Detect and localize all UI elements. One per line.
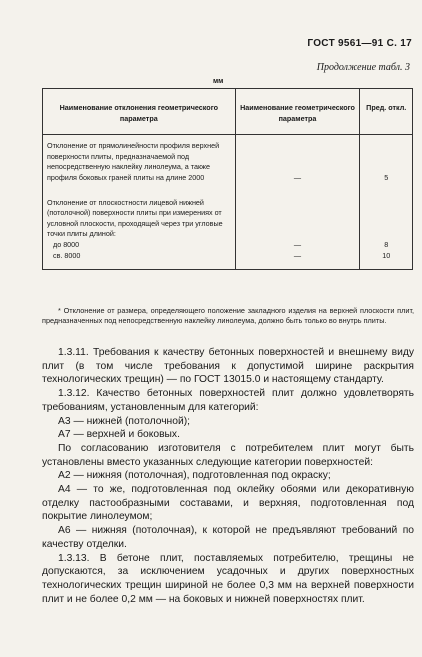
units-label: мм [213, 78, 224, 85]
row2-parameter [235, 192, 360, 270]
row2-sub1: до 8000 [53, 239, 80, 249]
category-a6: А6 — нижняя (потолочная), к которой не предъявляют требований по качеству отделки. [42, 525, 414, 550]
row1-parameter: — [235, 135, 360, 192]
table-continuation-label: Продолжение табл. 3 [316, 62, 410, 73]
row2-text: Отклонение от плоскостности лицевой нижней (потолочной) поверхности плиты при измерениях от условной плоскости, проходящей через три угловые точки плиты длиной: [47, 197, 223, 239]
row2-value2: 10 [382, 250, 391, 260]
category-a2: А2 — нижняя (потолочная), подготовленная под окраску; [58, 470, 331, 482]
row2-param1: — [293, 239, 302, 249]
agreement-paragraph: По согласованию изготовителя с потребителем плит могут быть установлены вместо указанных следующие категории поверхностей: [42, 442, 414, 468]
row2-param2: — [293, 250, 302, 260]
paragraph-1-3-12: 1.3.12. Качество бетонных поверхностей плит должно удовлетворять требованиям, установленным для категорий: [42, 388, 414, 413]
category-a4: А4 — то же, подготовленная под оклейку обоями или декоративную отделку пастообразными составами, и верхняя, подготовленная под покрытие линолеумом; [42, 484, 414, 523]
row2-limit [360, 192, 413, 270]
table-footnote: * Отклонение от размера, определяющего положение закладного изделия на верхней плоскости плит, предназначенных под непосредственную наклейку линолеума, должно быть только во внутрь плиты. [42, 306, 414, 326]
table-row [43, 135, 413, 192]
row2-deviation [43, 192, 236, 270]
table-row [43, 192, 413, 270]
col-head-parameter: Наименование геометрического параметра [235, 89, 360, 135]
paragraph-1-3-11: 1.3.11. Требования к качеству бетонных поверхностей и внешнему виду плит (в том числе требования к допустимой ширине раскрытия технологических трещин) — по ГОСТ 13015.0 и настоящему стандарту. [42, 347, 414, 386]
category-a3: А3 — нижней (потолочной); [58, 415, 191, 427]
col-head-limit: Пред. откл. [360, 89, 413, 135]
page-header: ГОСТ 9561—91 С. 17 [307, 38, 412, 49]
row2-value1: 8 [384, 239, 389, 249]
category-a7: А7 — верхней и боковых. [58, 429, 180, 441]
row1-deviation: Отклонение от прямолинейности профиля верхней поверхности плиты, предназначаемой под непосредственную наклейку линолеума, а также профиля боковых граней плиты на длине 2000 [43, 135, 236, 192]
row1-limit: 5 [360, 135, 413, 192]
table-header-row [43, 89, 413, 135]
paragraph-1-3-13: 1.3.13. В бетоне плит, поставляемых потребителю, трещины не допускаются, за исключением усадочных и других поверхностных технологических трещин шириной не более 0,3 мм на верхней поверхности плит и не более 0,2 мм — на боковых и нижней поверхностях плит. [42, 552, 414, 605]
row2-sub2: св. 8000 [53, 250, 81, 260]
tolerance-table [42, 88, 413, 270]
body-text [42, 346, 414, 606]
col-head-deviation: Наименование отклонения геометрического параметра [43, 89, 236, 135]
